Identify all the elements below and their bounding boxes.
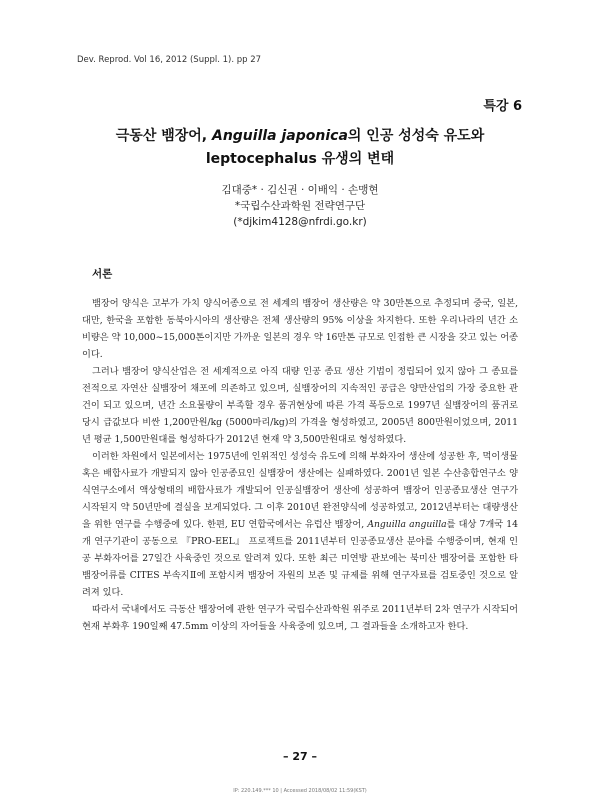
title-line-1 xyxy=(0,125,600,148)
author-block xyxy=(0,182,600,230)
title-prefix: 극동산 뱀장어, xyxy=(115,128,212,144)
author-email: (*djkim4128@nfrdi.go.kr) xyxy=(233,216,367,228)
title-suffix: 의 인공 성성숙 유도와 xyxy=(347,128,485,144)
paragraph-3-start: 이러한 차원에서 일본에서는 1975년에 인위적인 성성숙 유도에 의해 부화자어 생산에 성공한 후, 먹이생물 혹은 배합사료가 개발되지 않아 인공종묘인 실뱀장어 생산에는 실패하였다. 2001년 일본 수산총합연구소 양식연구소에서 액상형태의 배합사료가 개발되어 인공실뱀장어 생산에 성공하여 뱀장어 인공종묘생산 연구가 시작된지 약 50년만에 결실을 보게되었다. 그 이후 2010년 완전양식에 성공하였고, 2012년부터는 대량생산을 위한 연구를 수행중에 있다. 한편, EU 연합국에서는 유럽산 뱀장어, xyxy=(82,451,518,530)
lecture-tag: 특강 6 xyxy=(483,99,522,114)
paragraph-1: 뱀장어 양식은 고부가 가치 양식어종으로 전 세계의 뱀장어 생산량은 약 30만톤으로 추정되며 중국, 일본, 대만, 한국을 포함한 동북아시아의 생산량은 전체 생산량의 95% 이상을 차지한다. 또한 우리나라의 년간 소비량은 약 10,000~15,000톤이지만 가까운 일본의 경우 약 16만톤 규모로 인접한 큰 시장을 갖고 있는 어종이다. xyxy=(82,298,518,360)
paragraph-2: 그러나 뱀장어 양식산업은 전 세계적으로 아직 대량 인공 종묘 생산 기법이 정립되어 있지 않아 그 종묘를 전적으로 자연산 실뱀장어 채포에 의존하고 있으며, 실뱀장어의 지속적인 공급은 양만산업의 가장 중요한 관건이 되고 있으며, 년간 소요물량이 부족할 경우 품귀현상에 따른 가격 폭등으로 1997년 실뱀장어의 품귀로 당시 급값보다 비싼 1,200만원/kg (5000마리/kg)의 가격을 형성하였고, 2005년 800만원이었으며, 2011년 평균 1,500만원대를 형성하다가 2012년 현재 약 3,500만원대로 형성하였다. xyxy=(82,366,518,445)
title-species: Anguilla japonica xyxy=(211,128,348,144)
paragraph-4: 따라서 국내에서도 극동산 뱀장어에 관한 연구가 국립수산과학원 위주로 2011년부터 2차 연구가 시작되어 현재 부화후 190일째 47.5mm 이상의 자어들을 사육중에 있으며, 그 결과들을 소개하고자 한다. xyxy=(82,604,518,632)
page-number: – 27 – xyxy=(283,750,317,763)
access-footer: IP: 220.149.*** 10 | Accessed 2018/08/02 11:59(KST) xyxy=(233,788,367,794)
paper-title xyxy=(0,125,600,171)
paragraph-3-end: 를 대상 7개국 14개 연구기관이 공동으로 『PRO-EEL』 프로젝트를 2011년부터 인공종묘생산 분야를 수행중이며, 현재 인공 부화자어를 27일간 사육중인 것으로 알려져 있다. 또한 최근 미연방 관보에는 북미산 뱀장어를 포함한 타 뱀장어류를 CITES 부속지Ⅱ에 포함시켜 뱀장어 자원의 보존 및 규제를 위해 연구자료를 검토중인 것으로 알려져 있다. xyxy=(82,519,518,598)
author-names: 김대중* · 김신권 · 이배익 · 손맹현 xyxy=(221,184,379,196)
paragraph-3 xyxy=(82,448,518,601)
body-text xyxy=(82,295,518,635)
journal-reference: Dev. Reprod. Vol 16, 2012 (Suppl. 1). pp 27 xyxy=(77,55,262,65)
section-heading: 서론 xyxy=(92,268,113,280)
title-line-2: leptocephalus 유생의 변태 xyxy=(205,151,395,167)
paragraph-3-species: Anguilla anguilla xyxy=(367,519,447,530)
author-affiliation: *국립수산과학원 전략연구단 xyxy=(234,200,366,212)
